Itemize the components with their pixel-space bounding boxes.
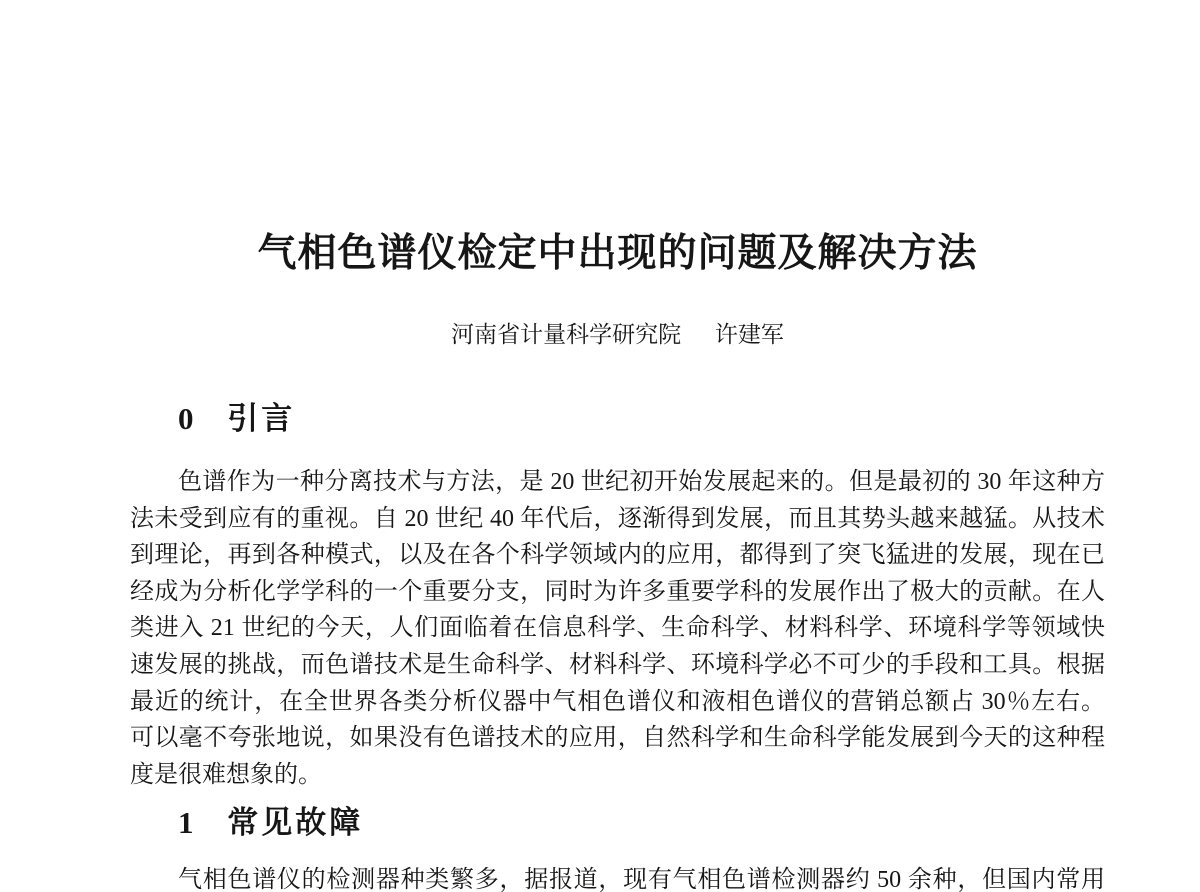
paragraph-line: 度是很难想象的。 [130,761,322,788]
section-label: 引言 [227,401,296,436]
paragraph-line: 到理论，再到各种模式，以及在各个科学领域内的应用，都得到了突飞猛进的发展，现在已 [130,542,1105,569]
paragraph-line: 法未受到应有的重视。自 20 世纪 40 年代后，逐渐得到发展，而且其势头越来越猛。从技术 [130,505,1105,532]
paragraph-line: 色谱作为一种分离技术与方法，是 20 世纪初开始发展起来的。但是最初的 30 年这种方 [178,469,1105,495]
section-heading-intro [178,400,295,438]
intro-paragraph [130,464,1105,793]
paragraph-line: 类进入 21 世纪的今天，人们面临着在信息科学、生命科学、材料科学、环境科学等领域快 [130,615,1105,642]
faults-paragraph [130,862,1105,892]
paragraph-line: 气相色谱仪的检测器种类繁多，据报道，现有气相色谱检测器约 50 余种，但国内常用 [178,867,1105,892]
paragraph-line: 最近的统计，在全世界各类分析仪器中气相色谱仪和液相色谱仪的营销总额占 30％左右。 [130,688,1105,715]
paragraph-line: 经成为分析化学学科的一个重要分支，同时为许多重要学科的发展作出了极大的贡献。在人 [130,578,1105,605]
author-line [130,318,1105,352]
section-number: 1 [178,805,194,840]
section-number: 0 [178,401,194,436]
section-heading-faults [178,804,363,842]
paragraph-line: 可以毫不夸张地说，如果没有色谱技术的应用，自然科学和生命科学能发展到今天的这种程 [130,725,1105,752]
author-affiliation: 河南省计量科学研究院 [451,322,682,347]
section-label: 常见故障 [227,805,364,840]
author-name: 许建军 [714,322,784,347]
paper-title: 气相色谱仪检定中出现的问题及解决方法 [257,232,978,275]
paragraph-line: 速发展的挑战，而色谱技术是生命科学、材料科学、环境科学必不可少的手段和工具。根据 [130,651,1105,678]
